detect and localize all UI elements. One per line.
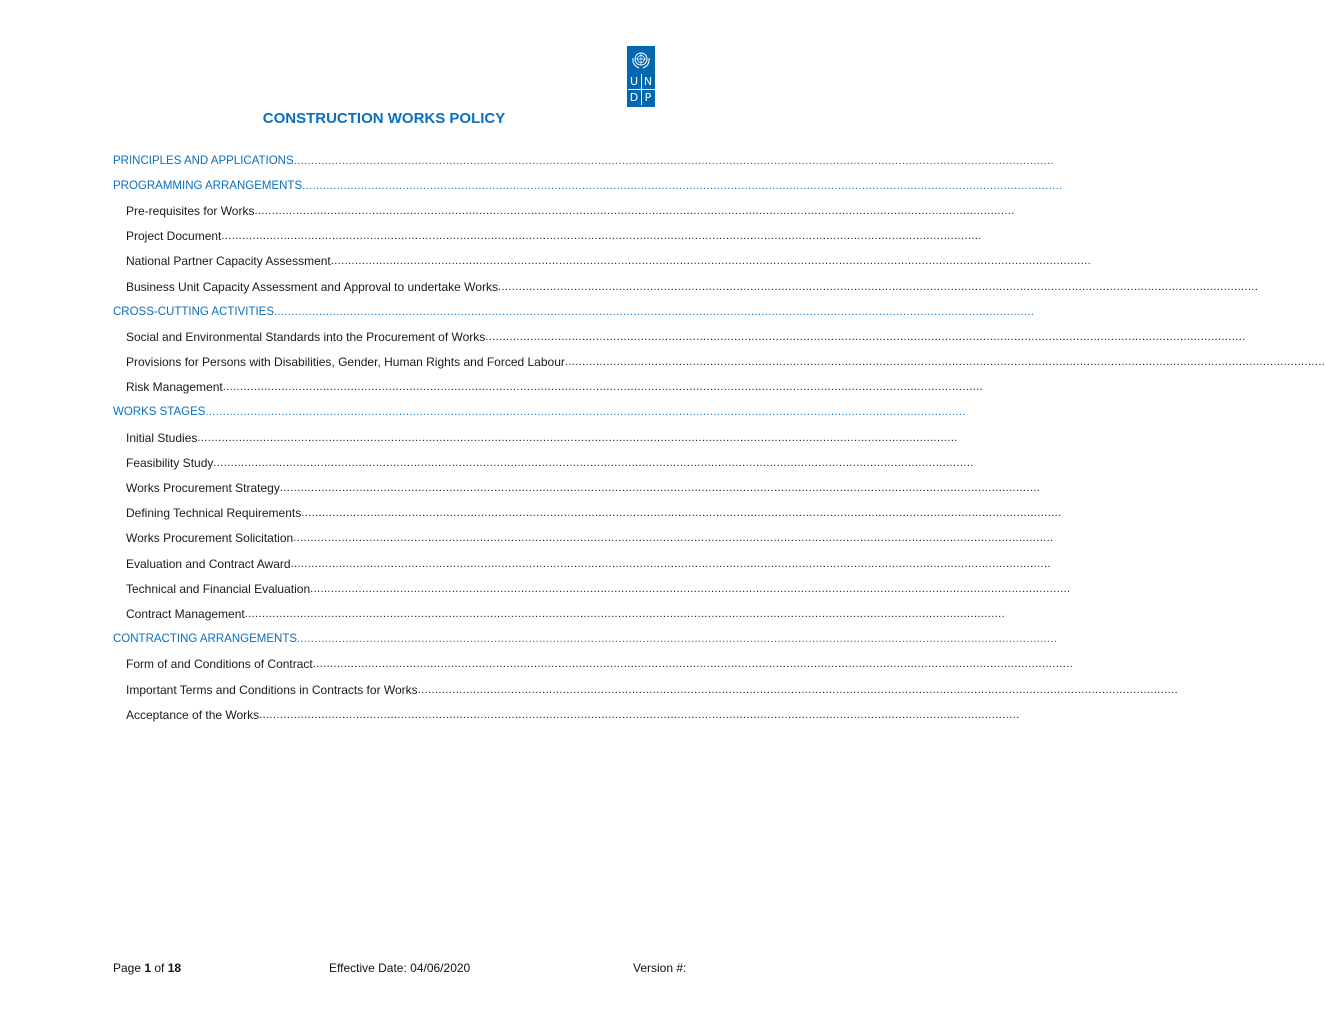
toc-entry-label: PRINCIPLES AND APPLICATIONS [113,154,294,167]
toc-entry-label: Risk Management [126,380,223,395]
toc-subsection-link[interactable] [0,501,1062,526]
toc-entry-label: Works Procurement Strategy [126,481,280,496]
toc-dot-leader: ............................................................................................................................................................................................................................ [274,305,1035,318]
toc-dot-leader: ............................................................................................................................................................................................................................ [213,456,974,469]
toc-subsection-link[interactable] [0,475,1041,500]
toc-subsection-link[interactable] [0,350,1325,375]
toc-dot-leader: ............................................................................................................................................................................................................................ [564,356,1325,369]
page-footer [0,961,768,977]
toc-entry-label: Technical and Financial Evaluation [126,581,311,596]
toc-entry-label: Contract Management [126,606,245,621]
toc-section-link[interactable] [0,299,1035,324]
toc-entry-label: Provisions for Persons with Disabilities, Gender, Human Rights and Forced Labour [126,355,565,370]
toc-entry-label: Form of and Conditions of Contract [126,657,313,672]
toc-subsection-link[interactable] [0,224,982,249]
toc-subsection-link[interactable] [0,677,1179,702]
toc-entry-label: Evaluation and Contract Award [126,556,291,571]
toc-dot-leader: ............................................................................................................................................................................................................................ [293,154,1055,167]
toc-dot-leader: ............................................................................................................................................................................................................................ [205,406,966,419]
toc-entry-label: Acceptance of the Works [126,707,260,722]
undp-logo [627,46,655,107]
toc-entry-label: Pre-requisites for Works [126,203,255,218]
document-title: CONSTRUCTION WORKS POLICY [262,110,506,127]
toc-dot-leader: ............................................................................................................................................................................................................................ [301,507,1062,520]
toc-entry-label: Project Document [126,229,222,244]
toc-section-link[interactable] [0,148,1055,173]
toc-dot-leader: ............................................................................................................................................................................................................................ [293,532,1054,545]
toc-subsection-link[interactable] [0,425,958,450]
toc-dot-leader: ............................................................................................................................................................................................................................ [221,230,982,243]
logo-letter: P [642,90,655,105]
toc-subsection-link[interactable] [0,652,1074,677]
toc-dot-leader: ............................................................................................................................................................................................................................ [312,658,1074,671]
page-current: 1 [144,961,152,975]
un-emblem-icon [628,47,654,73]
toc-subsection-link[interactable] [0,576,1071,601]
effective-date: Effective Date: 04/06/2020 [329,961,471,975]
toc-subsection-link[interactable] [0,375,984,400]
toc-entry-label: Important Terms and Conditions in Contracts for Works [126,682,418,697]
toc-subsection-link[interactable] [0,249,1092,274]
toc-dot-leader: ............................................................................................................................................................................................................................ [485,330,1246,343]
toc-dot-leader: ............................................................................................................................................................................................................................ [222,381,984,394]
toc-entry-label: Feasibility Study [126,455,214,470]
toc-entry-label: Initial Studies [126,430,198,445]
page-prefix: Page [113,961,145,975]
page-total: 18 [167,961,182,975]
toc-subsection-link[interactable] [0,601,1006,626]
toc-dot-leader: ............................................................................................................................................................................................................................ [244,607,1006,620]
logo-letter: N [642,74,655,89]
table-of-contents [0,148,1325,727]
toc-dot-leader: ............................................................................................................................................................................................................................ [197,431,958,444]
toc-subsection-link[interactable] [0,551,1051,576]
toc-entry-label: Social and Environmental Standards into the Procurement of Works [126,329,486,344]
toc-section-link[interactable] [0,173,1063,198]
toc-entry-label: CONTRACTING ARRANGEMENTS [113,633,298,646]
toc-subsection-link[interactable] [0,274,1259,299]
logo-letter: U [628,74,641,89]
toc-entry-label: Works Procurement Solicitation [126,531,294,546]
toc-dot-leader: ............................................................................................................................................................................................................................ [330,255,1092,268]
toc-dot-leader: ............................................................................................................................................................................................................................ [310,582,1071,595]
version-number: Version #: [633,961,687,975]
toc-entry-label: PROGRAMMING ARRANGEMENTS [113,179,303,192]
toc-subsection-link[interactable] [0,702,1020,727]
toc-section-link[interactable] [0,400,966,425]
toc-dot-leader: ............................................................................................................................................................................................................................ [497,280,1259,293]
toc-dot-leader: ............................................................................................................................................................................................................................ [417,683,1179,696]
toc-entry-label: CROSS-CUTTING ACTIVITIES [113,305,275,318]
logo-letters [628,74,655,105]
toc-subsection-link[interactable] [0,324,1246,349]
toc-entry-label: WORKS STAGES [113,406,206,419]
toc-entry-label: Defining Technical Requirements [126,506,302,521]
page-of: of [151,961,168,975]
toc-subsection-link[interactable] [0,450,974,475]
toc-dot-leader: ............................................................................................................................................................................................................................ [302,179,1063,192]
toc-section-link[interactable] [0,627,1058,652]
toc-entry-label: National Partner Capacity Assessment [126,254,331,269]
toc-dot-leader: ............................................................................................................................................................................................................................ [297,633,1058,646]
toc-entry-label: Business Unit Capacity Assessment and Approval to undertake Works [126,279,498,294]
logo-letter: D [628,90,641,105]
toc-subsection-link[interactable] [0,526,1054,551]
toc-dot-leader: ............................................................................................................................................................................................................................ [279,482,1041,495]
toc-subsection-link[interactable] [0,198,1015,223]
page-number [113,961,181,975]
toc-dot-leader: ............................................................................................................................................................................................................................ [290,557,1051,570]
toc-dot-leader: ............................................................................................................................................................................................................................ [259,708,1020,721]
toc-dot-leader: ............................................................................................................................................................................................................................ [254,204,1015,217]
